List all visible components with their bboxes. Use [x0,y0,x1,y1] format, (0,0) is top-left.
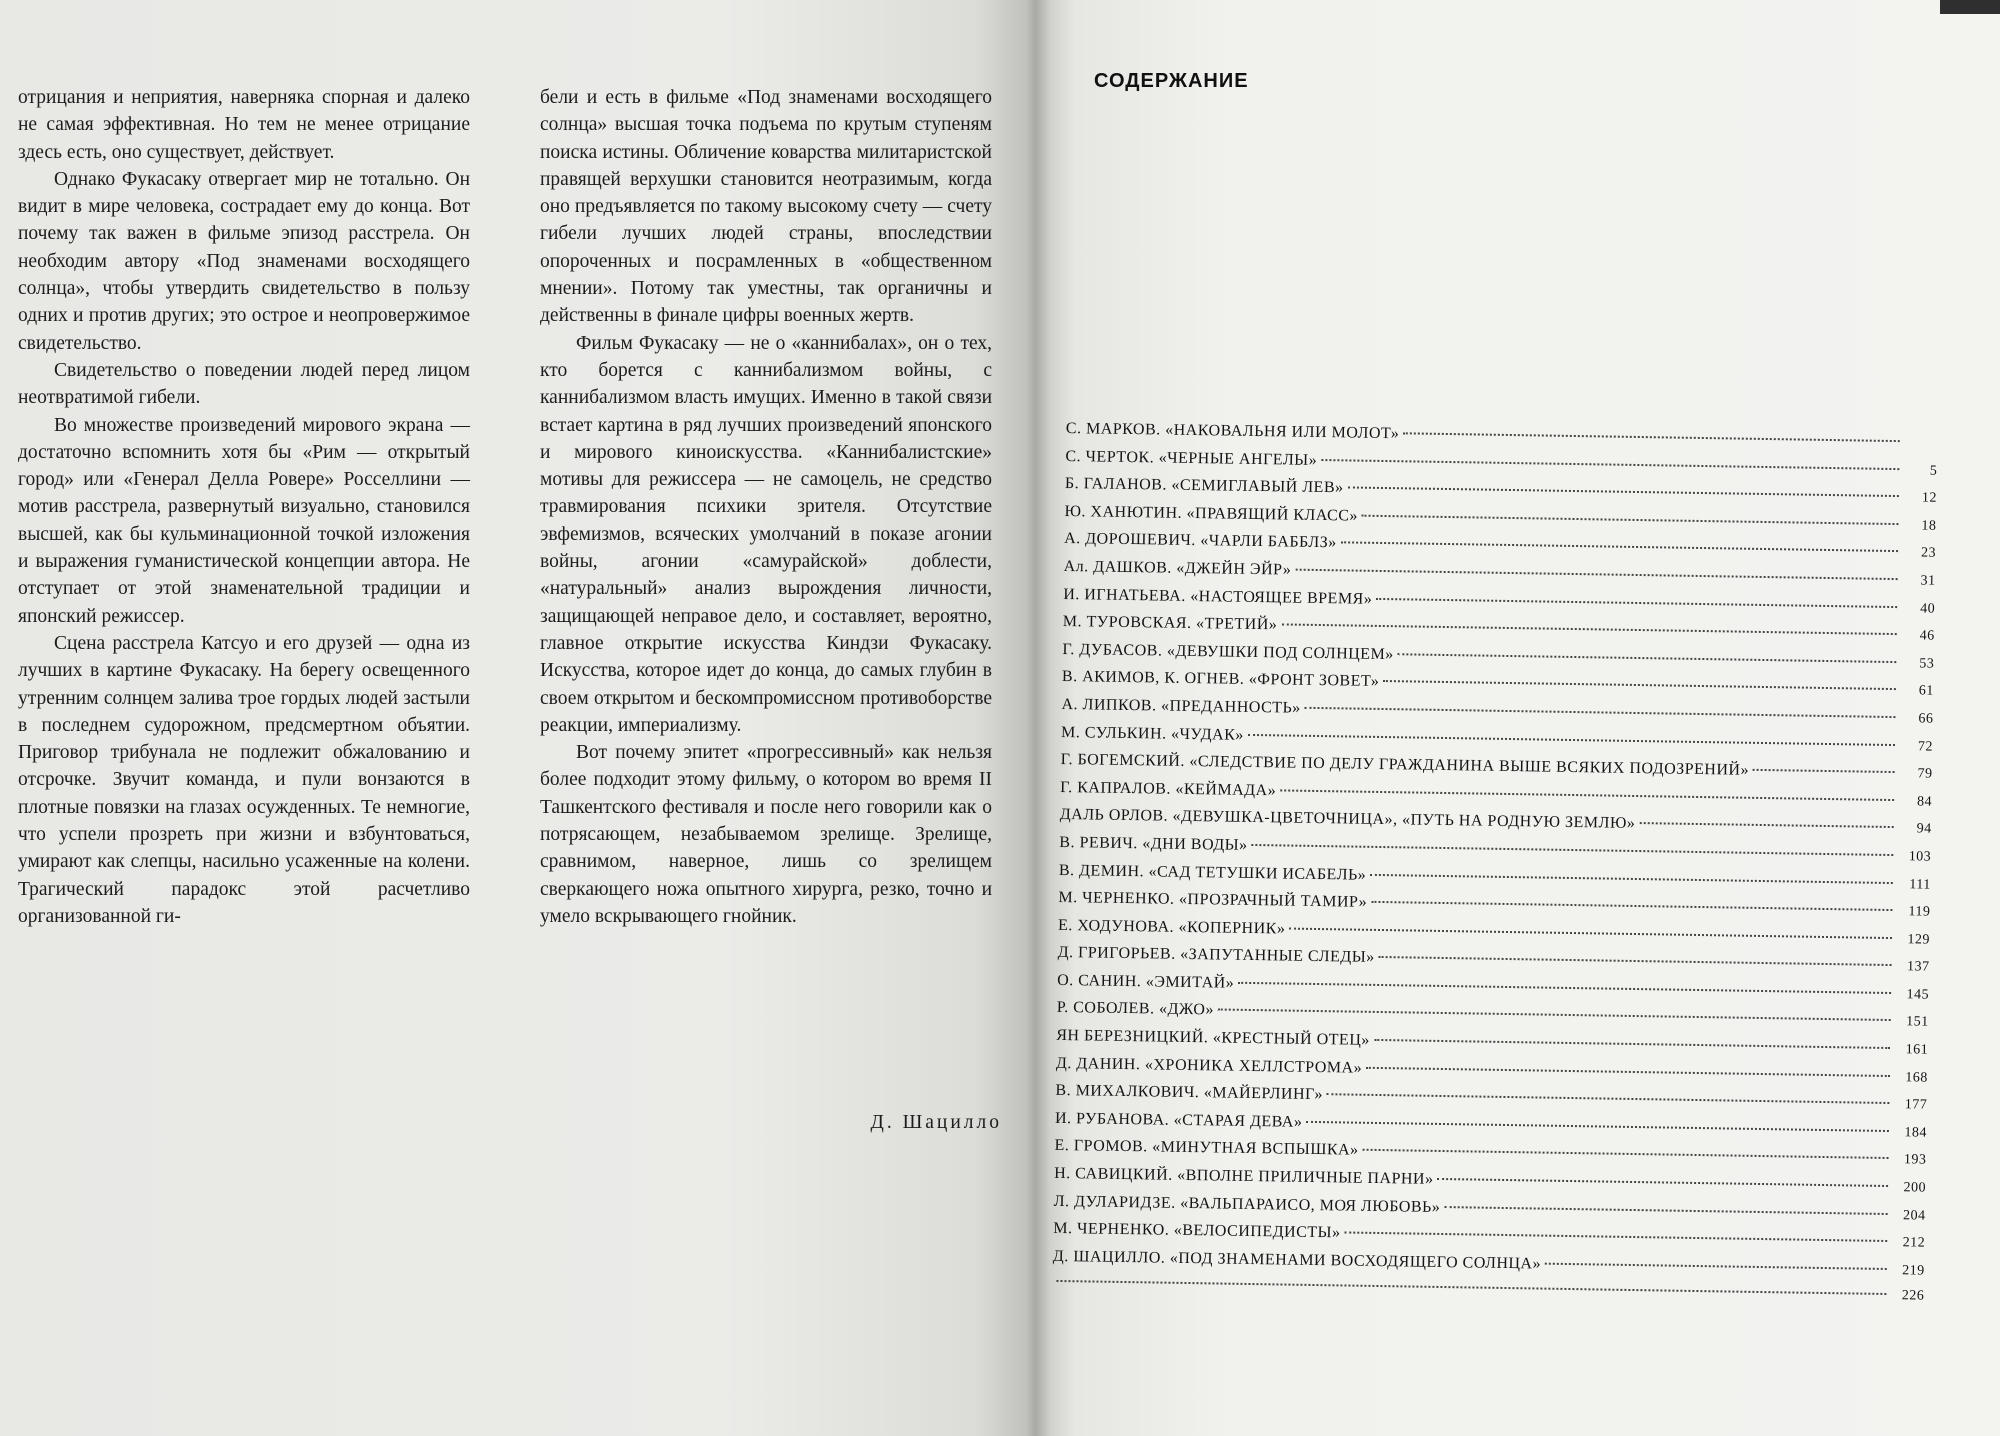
toc-entry-title: Г. БОГЕМСКИЙ. «СЛЕДСТВИЕ ПО ДЕЛУ ГРАЖДАНИНА ВЫШЕ ВСЯКИХ ПОДОЗРЕНИЙ» [1060,751,1750,779]
toc-leader-dots [1321,459,1899,470]
toc-page-number [1904,446,1938,447]
toc-entry-title: Д. ДАНИН. «ХРОНИКА ХЕЛЛСТРОМА» [1055,1054,1363,1077]
toc-entry-title: И. ИГНАТЬЕВА. «НАСТОЯЩЕЕ ВРЕМЯ» [1063,585,1373,608]
toc-page-number: 18 [1921,518,1937,534]
paragraph: бели и есть в фильме «Под знаменами восходящего солнца» высшая точка подъема по крутым ступеням поиска истины. Обличение коварства милитаристской правящей верхушки становится неотразимым, когда оно предъявляется по такому высокому счету — счету гибели лучших людей страны, впоследствии опороченных и посрамленных в «общественном мнении». Потому так уместны, так органичны и действенны в финале цифры военных жертв. [540,87,992,327]
toc-page-number: 184 [1904,1125,1928,1141]
toc-page-number: 204 [1902,1207,1926,1224]
toc-entry-title: Д. ШАЦИЛЛО. «ПОД ЗНАМЕНАМИ ВОСХОДЯЩЕГО СОЛНЦА» [1052,1247,1542,1273]
toc-leader-dots [1280,789,1894,801]
toc-page-number: 129 [1907,931,1931,948]
paragraph: отрицания и неприятия, наверняка спорная и далеко не самая эффективная. Но тем не менее отрицание здесь есть, оно существует, действует. [18,87,470,163]
paragraph: Сцена расстрела Катсуо и его друзей — одна из лучших в картине Фукасаку. На берегу освещенного утренним солнцем залива трое гордых людей застыли в последнем судорожном, предсмертном объятии. Приговор трибунала не подлежит обжалованию и отсрочке. Звучит команда, и пули вонзаются в плотные повязки на глазах осужденных. Те немногие, что успели прозреть при жизни и взбунтоваться, умирают как слепцы, насильно усаженные на колени. Трагический парадокс этой расчетливо организованной ги- [18,632,470,927]
toc-leader-dots [1366,1066,1890,1076]
toc-page-number: 177 [1904,1097,1928,1113]
paragraph: Во множестве произведений мирового экрана — достаточно вспомнить хотя бы «Рим — открытый город» или «Генерал Делла Ровере» Росселлини — мотив расстрела, развернутый визуально, становился высшей, как бы кульминационной точкой изложения и выражения гуманистической концепции автора. Не отступает от этой знаменательной традиции и японский режиссер. [18,414,470,627]
toc-page-number: 168 [1905,1069,1928,1086]
toc-leader-dots [1305,707,1896,718]
toc-entry-title: М. ЧЕРНЕНКО. «ВЕЛОСИПЕДИСТЫ» [1053,1220,1341,1242]
text-column-1 [18,84,470,930]
toc-page-number: 137 [1906,959,1930,975]
toc-page-number: 151 [1906,1014,1929,1031]
toc-page-number: 111 [1909,876,1931,893]
toc-leader-dots [1289,927,1892,938]
toc-page-number: 61 [1918,683,1934,700]
toc-page-number: 200 [1903,1180,1927,1196]
paragraph: Свидетельство о поведении людей перед лицом неотвратимой гибели. [18,359,470,409]
toc-entry-title: О. САНИН. «ЭМИТАЙ» [1057,971,1235,992]
toc-page-number: 46 [1919,628,1935,644]
toc-leader-dots [1753,769,1895,773]
toc-leader-dots [1374,1039,1890,1049]
toc-page-number: 119 [1908,904,1931,920]
toc-page-number: 79 [1917,766,1933,782]
toc-entry-title: Ал. ДАШКОВ. «ДЖЕЙН ЭЙР» [1063,557,1292,579]
toc-leader-dots [1348,487,1899,498]
toc-entry-title: В. МИХАЛКОВИЧ. «МАЙЕРЛИНГ» [1055,1082,1324,1104]
toc-entry-title: Б. ГАЛАНОВ. «СЕМИГЛАВЫЙ ЛЕВ» [1064,475,1344,497]
toc-page-number: 193 [1903,1152,1927,1169]
toc-entry-title: Р. СОБОЛЕВ. «ДЖО» [1056,999,1215,1019]
toc-leader-dots [1639,822,1893,828]
toc-entry-title: Г. КАПРАЛОВ. «КЕЙМАДА» [1060,778,1277,800]
toc-entry-title: И. РУБАНОВА. «СТАРАЯ ДЕВА» [1054,1109,1303,1131]
table-of-contents [1052,420,1938,1317]
toc-page-number: 84 [1916,794,1933,810]
toc-leader-dots [1281,624,1896,636]
toc-entry-title: ЯН БЕРЕЗНИЦКИЙ. «КРЕСТНЫЙ ОТЕЦ» [1056,1026,1370,1049]
author-signature: Д. Шацилло [870,1112,1002,1133]
toc-page-number: 145 [1906,987,1930,1003]
toc-entry-title: Л. ДУЛАРИДЗЕ. «ВАЛЬПАРАИСО, МОЯ ЛЮБОВЬ» [1053,1192,1441,1216]
toc-entry-title: Е. ГРОМОВ. «МИНУТНАЯ ВСПЫШКА» [1054,1137,1359,1160]
toc-page-number: 94 [1916,821,1932,837]
toc-page-number: 226 [1901,1288,1925,1304]
toc-entry-title: С. МАРКОВ. «НАКОВАЛЬНЯ ИЛИ МОЛОТ» [1065,420,1400,443]
toc-leader-dots [1248,733,1895,745]
toc-leader-dots [1341,542,1898,553]
toc-entry-title: С. ЧЕРТОК. «ЧЕРНЫЕ АНГЕЛЫ» [1065,447,1318,469]
toc-leader-dots [1371,901,1892,911]
toc-page-number: 40 [1920,601,1936,617]
toc-leader-dots [1363,1149,1889,1159]
toc-leader-dots [1218,1009,1891,1022]
toc-entry-title: В. АКИМОВ, К. ОГНЕВ. «ФРОНТ ЗОВЕТ» [1061,668,1380,691]
toc-page-number: 53 [1919,656,1935,672]
toc-leader-dots [1444,1206,1887,1215]
toc-leader-dots [1295,569,1897,580]
toc-entry-title: Е. ХОДУНОВА. «КОПЕРНИК» [1057,916,1286,938]
toc-leader-dots [1362,514,1899,524]
toc-page-number: 161 [1905,1042,1929,1058]
toc-leader-dots [1438,1178,1889,1187]
toc-page-number: 31 [1920,573,1936,589]
toc-leader-dots [1379,956,1892,966]
toc-entry-title: М. СУЛЬКИН. «ЧУДАК» [1060,723,1244,744]
toc-entry-title: В. ДЕМИН. «САД ТЕТУШКИ ИСАБЕЛЬ» [1058,861,1367,884]
toc-page-number: 66 [1918,711,1934,727]
paragraph: Фильм Фукасаку — не о «каннибалах», он о тех, кто борется с каннибализмом войны, с каннибализмом власть имущих. Именно в такой связи встает картина в ряд лучших произведений японского и мирового киноискусства. «Каннибалистские» мотивы для режиссера — не самоцель, не средство травмирования психики зрителя. Отсутствие эвфемизмов, всяческих умолчаний в показе агонии войны, агонии «самурайской» доблести, «натуральный» анализ вырождения личности, защищающей неправое дело, и составляет, вероятно, главное открытие искусства Киндзи Фукасаку. Искусства, которое идет до конца, до самых глубин в своем открытом и бескомпромиссном противоборстве реакции, империализму. [540,332,992,736]
toc-entry-title: А. ЛИПКОВ. «ПРЕДАННОСТЬ» [1061,695,1301,717]
toc-leader-dots [1545,1262,1887,1269]
toc-leader-dots [1327,1093,1889,1104]
toc-leader-dots [1376,597,1897,607]
toc-leader-dots [1383,680,1896,690]
toc-page-number: 219 [1902,1263,1925,1279]
toc-entry-title: Д. ГРИГОРЬЕВ. «ЗАПУТАННЫЕ СЛЕДЫ» [1057,944,1375,967]
toc-leader-dots [1370,873,1893,883]
toc-entry-title: М. ТУРОВСКАЯ. «ТРЕТИЙ» [1062,613,1278,634]
toc-leader-dots [1398,653,1897,663]
paragraph: Однако Фукасаку отвергает мир не тотально. Он видит в мире человека, сострадает ему до конца. Вот почему так важен в фильме эпизод расстрела. Он необходим автору «Под знаменами восходящего солнца», чтобы утвердить свидетельство в пользу одних и против других; это острое и неопровержимое свидетельство. [18,168,470,354]
toc-entry-title: ДАЛЬ ОРЛОВ. «ДЕВУШКА-ЦВЕТОЧНИЦА», «ПУТЬ НА РОДНУЮ ЗЕМЛЮ» [1059,806,1636,833]
toc-entry-title: А. ДОРОШЕВИЧ. «ЧАРЛИ БАББЛЗ» [1063,530,1337,552]
text-column-2 [540,84,992,930]
page-corner-shadow [1940,0,2000,14]
toc-leader-dots [1238,982,1891,994]
toc-leader-dots [1306,1121,1889,1132]
toc-entry-title: В. РЕВИЧ. «ДНИ ВОДЫ» [1059,833,1248,854]
toc-page-number: 103 [1908,849,1932,865]
toc-entry-title: Н. САВИЦКИЙ. «ВПОЛНЕ ПРИЛИЧНЫЕ ПАРНИ» [1054,1164,1434,1188]
toc-entry-title: Ю. ХАНЮТИН. «ПРАВЯЩИЙ КЛАСС» [1064,502,1359,525]
toc-page-number: 23 [1920,545,1937,562]
toc-entry-title: М. ЧЕРНЕНКО. «ПРОЗРАЧНЫЙ ТАМИР» [1058,889,1368,911]
toc-title: СОДЕРЖАНИЕ [1094,70,1249,92]
toc-page-number: 12 [1921,490,1937,506]
toc-page-number: 5 [1929,463,1938,479]
toc-leader-dots [1252,844,1894,856]
toc-leader-dots [1403,432,1899,442]
book-gutter [1026,0,1050,1436]
toc-entry-title: Г. ДУБАСОВ. «ДЕВУШКИ ПОД СОЛНЦЕМ» [1062,640,1394,663]
toc-leader-dots [1345,1232,1888,1243]
toc-page-number: 72 [1917,738,1934,755]
paragraph: Вот почему эпитет «прогрессивный» как нельзя более подходит этому фильму, о котором во время II Ташкентского фестиваля и после него говорили как о потрясающем, незабываемом зрелище. Зрелище, сравнимом, наверное, лишь со зрелищем сверкающего ножа опытного хирурга, резко, точно и умело вскрывающего гнойник. [540,742,992,927]
toc-page-number: 212 [1902,1235,1926,1251]
